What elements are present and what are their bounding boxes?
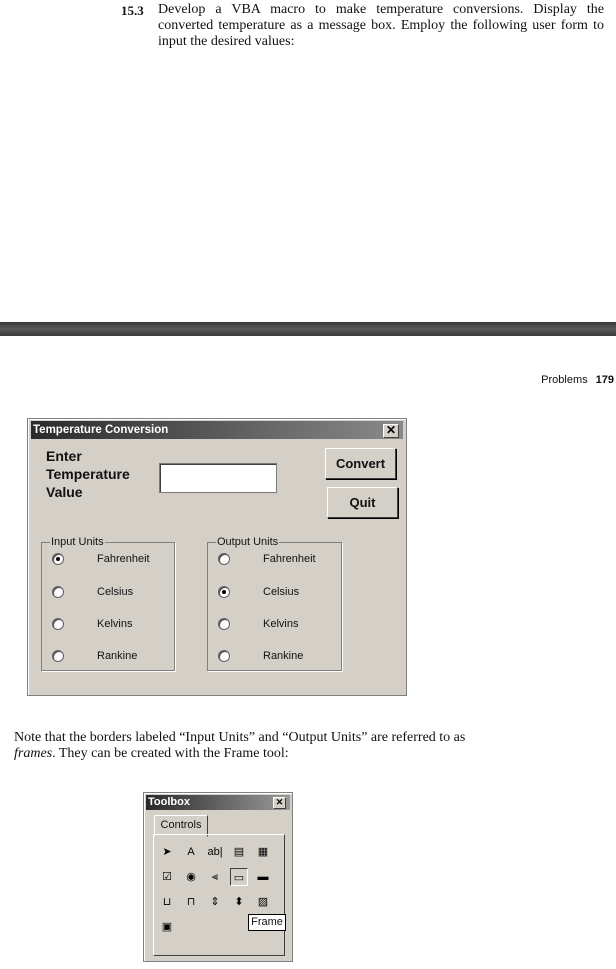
output-rankine-radio[interactable] bbox=[218, 650, 230, 662]
problem-number: 15.3 bbox=[121, 3, 144, 18]
input-fahrenheit-label: Fahrenheit bbox=[97, 553, 150, 565]
temperature-input[interactable] bbox=[159, 463, 277, 493]
input-celsius-label: Celsius bbox=[97, 586, 134, 598]
checkbox-icon[interactable]: ☑ bbox=[162, 871, 172, 883]
output-kelvins-radio[interactable] bbox=[218, 618, 230, 630]
togglebutton-icon[interactable]: ⫷ bbox=[211, 871, 219, 883]
toolbox-titlebar bbox=[146, 795, 290, 810]
input-celsius-radio[interactable] bbox=[52, 586, 64, 598]
input-rankine-radio[interactable] bbox=[52, 650, 64, 662]
frame-tooltip: Frame bbox=[248, 914, 286, 931]
close-icon[interactable]: ✕ bbox=[273, 797, 286, 809]
output-units-label: Output Units bbox=[217, 536, 279, 548]
note-emphasis: frames bbox=[14, 746, 53, 761]
input-units-label: Input Units bbox=[51, 536, 104, 548]
refedit-icon[interactable]: ▣ bbox=[161, 921, 173, 933]
running-header-label: Problems bbox=[541, 374, 588, 386]
tab-controls[interactable]: Controls bbox=[154, 815, 208, 837]
image-icon[interactable]: ▨ bbox=[257, 896, 269, 908]
textbox-icon[interactable]: ab| bbox=[207, 846, 223, 858]
output-celsius-label: Celsius bbox=[263, 586, 300, 598]
output-fahrenheit-radio[interactable] bbox=[218, 553, 230, 565]
output-rankine-label: Rankine bbox=[263, 650, 304, 662]
output-celsius-radio[interactable] bbox=[218, 586, 230, 598]
page-break-band bbox=[0, 322, 616, 336]
temperature-conversion-form bbox=[27, 418, 407, 696]
note-after: . They can be created with the Frame tool: bbox=[52, 746, 289, 761]
output-fahrenheit-label: Fahrenheit bbox=[263, 553, 316, 565]
combobox-icon[interactable]: ▤ bbox=[233, 846, 245, 858]
multipage-icon[interactable]: ⊓ bbox=[186, 896, 196, 908]
close-icon[interactable]: ✕ bbox=[383, 424, 399, 438]
input-kelvins-label: Kelvins bbox=[97, 618, 133, 630]
form-title: Temperature Conversion bbox=[33, 424, 169, 436]
convert-button[interactable]: Convert bbox=[325, 448, 396, 479]
label-icon[interactable]: A bbox=[187, 846, 195, 858]
scrollbar-icon[interactable]: ⇕ bbox=[210, 896, 220, 908]
problem-text: Develop a VBA macro to make temperature conversions. Display the converted temperature as a message box. Employ the following user form to input the desired values: bbox=[158, 2, 604, 49]
note-before: Note that the borders labeled “Input Units” and “Output Units” are referred to as bbox=[14, 730, 466, 745]
input-fahrenheit-radio[interactable] bbox=[52, 553, 64, 565]
form-titlebar bbox=[31, 421, 403, 439]
input-kelvins-radio[interactable] bbox=[52, 618, 64, 630]
input-rankine-label: Rankine bbox=[97, 650, 138, 662]
pointer-icon[interactable]: ➤ bbox=[162, 846, 172, 858]
output-units-frame bbox=[207, 536, 342, 671]
listbox-icon[interactable]: ▦ bbox=[257, 846, 269, 858]
tabstrip-icon[interactable]: ⊔ bbox=[162, 896, 172, 908]
quit-button[interactable]: Quit bbox=[327, 487, 398, 518]
toolbox-title: Toolbox bbox=[148, 796, 190, 808]
frame-icon[interactable]: ▭ bbox=[230, 868, 248, 886]
page-number: 179 bbox=[595, 374, 614, 386]
enter-temperature-label: Enter Temperature Value bbox=[46, 448, 130, 500]
toolbox-window bbox=[143, 792, 293, 962]
input-units-frame bbox=[41, 536, 175, 671]
toolbox-controls-panel bbox=[153, 834, 285, 956]
output-kelvins-label: Kelvins bbox=[263, 618, 299, 630]
running-header bbox=[541, 374, 614, 386]
frames-note bbox=[14, 730, 474, 762]
spinbutton-icon[interactable]: ⬍ bbox=[234, 896, 244, 908]
commandbutton-icon[interactable]: ▬ bbox=[257, 871, 269, 883]
optionbutton-icon[interactable]: ◉ bbox=[186, 871, 196, 883]
